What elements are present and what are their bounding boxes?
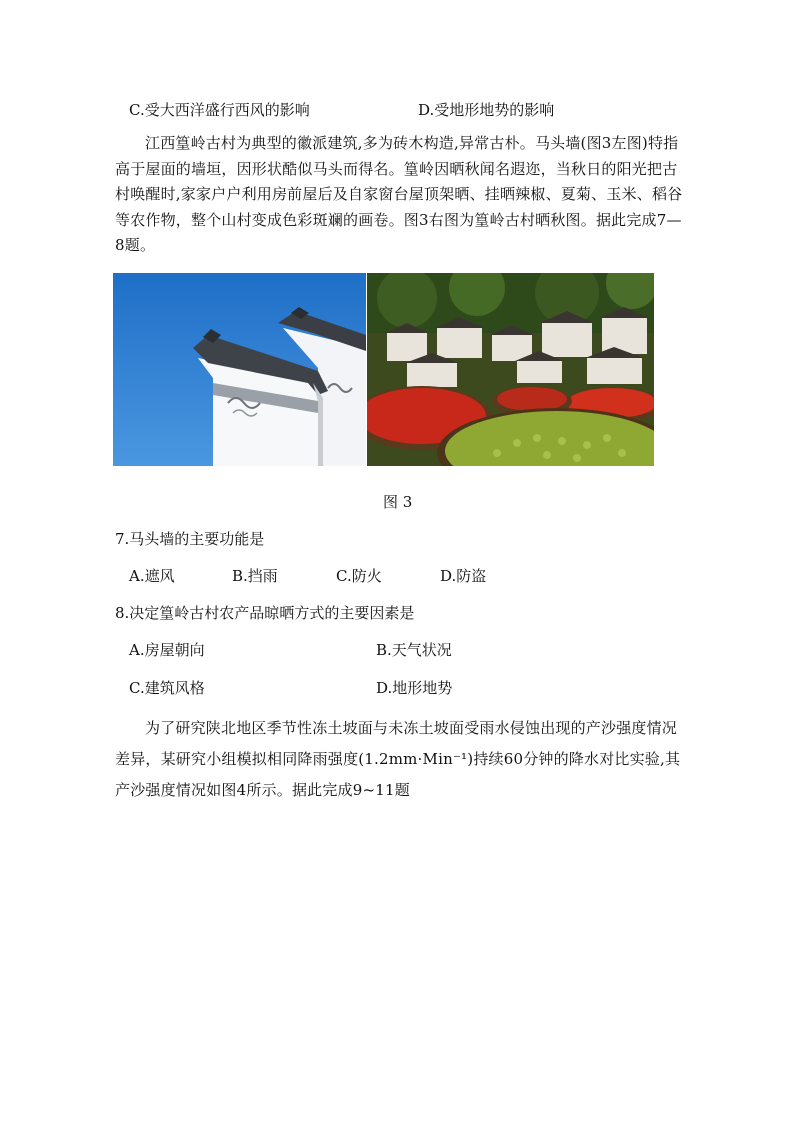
figure-3-caption: 图 3	[383, 493, 413, 511]
village-drying-photo	[367, 273, 654, 466]
q8-option-d: D.地形地势	[376, 679, 453, 697]
passage-loess-experiment	[115, 713, 685, 806]
passage-huangling	[115, 131, 685, 259]
q7-option-d: D.防盗	[440, 567, 487, 585]
q8-option-b: B.天气状况	[376, 641, 452, 659]
passage-huangling-text: 江西篁岭古村为典型的徽派建筑,多为砖木构造,异常古朴。马头墙(图3左图)特指高于屋面的墙垣，因形状酷似马头而得名。篁岭因晒秋闻名遐迩，当秋日的阳光把古村唤醒时,家家户户利用房前屋后及自家窗台屋顶架晒、挂晒辣椒、夏菊、玉米、稻谷等农作物，整个山村变成色彩斑斓的画卷。图3右图为篁岭古村晒秋图。据此完成7—8题。	[115, 134, 683, 254]
q7-option-b: B.挡雨	[232, 567, 278, 585]
q8-option-a: A.房屋朝向	[129, 641, 205, 659]
q6-option-c: C.受大西洋盛行西风的影响	[129, 101, 310, 119]
q7-stem: 7.马头墙的主要功能是	[115, 530, 265, 548]
q7-option-c: C.防火	[336, 567, 382, 585]
q8-option-c: C.建筑风格	[129, 679, 205, 697]
horse-head-wall-photo	[113, 273, 366, 466]
passage-loess-text: 为了研究陕北地区季节性冻土坡面与未冻土坡面受雨水侵蚀出现的产沙强度情况差异，某研究小组模拟相同降雨强度(1.2mm·Min⁻¹)持续60分钟的降水对比实验,其产沙强度情况如图4所示。据此完成9~11题	[115, 719, 681, 799]
q8-stem: 8.决定篁岭古村农产品晾晒方式的主要因素是	[115, 604, 415, 622]
q6-option-d: D.受地形地势的影响	[418, 101, 555, 119]
figure-3	[113, 273, 654, 466]
q7-option-a: A.遮风	[129, 567, 175, 585]
